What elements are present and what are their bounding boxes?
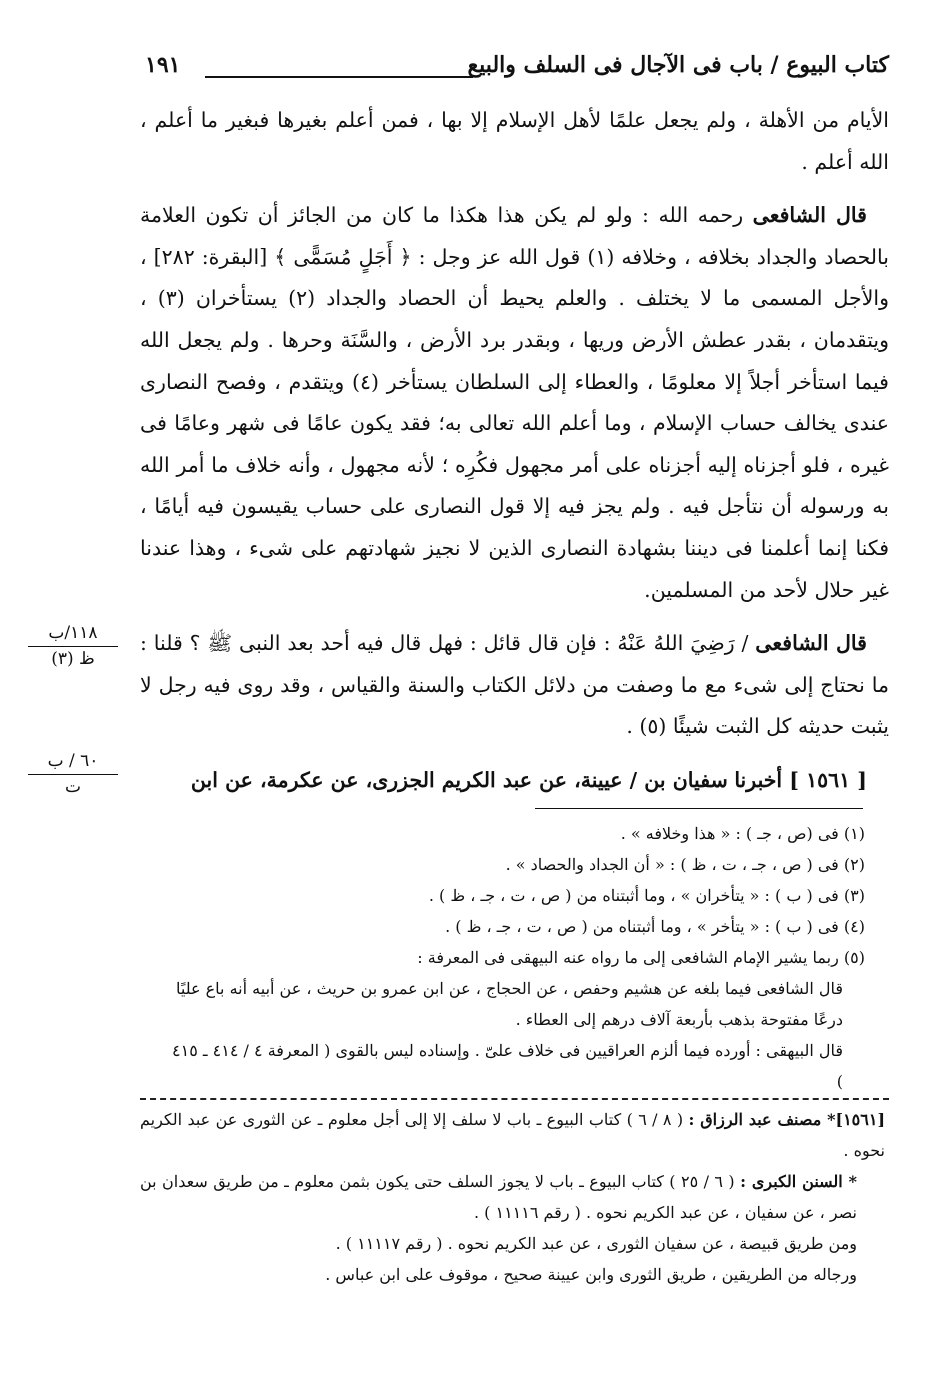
margin-note-manuscript-1 xyxy=(28,622,118,670)
footnote-2: (٢) فى ( ص ، جـ ، ت ، ظ ) : « أن الجداد والحصاد » . xyxy=(505,855,865,874)
header-rule xyxy=(205,76,473,78)
footnote-4: (٤) فى ( ب ) : « يتأخر » ، وما أثبتناه من ( ص ، ت ، جـ ، ظ ) . xyxy=(445,917,865,936)
footnote-5-bayhaqi: قال البيهقى : أورده فيما ألزم العراقيين فى خلاف علىّ . وإسناده ليس بالقوى ( المعرفة ٤ / ٤١٤ ـ ٤١٥ ) xyxy=(172,1041,843,1091)
footnote-5: (٥) ربما يشير الإمام الشافعى إلى ما رواه عنه البيهقى فى المعرفة : xyxy=(417,948,865,967)
paragraph-1: الأيام من الأهلة ، ولم يجعل علمًا لأهل الإسلام إلا بها ، فمن أعلم بغيرها فبغير ما أعلم ، الله أعلم . xyxy=(140,108,889,174)
paragraph-2 xyxy=(140,195,889,611)
source-2-text: ( ٦ / ٢٥ ) كتاب البيوع ـ باب لا يجوز السلف حتى يكون بثمن معلوم ـ من طريق سعدان بن نصر ، عن سفيان ، عن عبد الكريم نحوه . ( رقم ١١١١٦ ) . xyxy=(140,1172,857,1222)
margin-note-2-top: ٦٠ / ب xyxy=(28,750,118,775)
footnote-1: (١) فى (ص ، جـ ) : « هذا وخلافه » . xyxy=(620,824,865,843)
margin-note-1-bottom: ظ (٣) xyxy=(51,649,95,669)
margin-note-2-bottom: ت xyxy=(64,777,81,797)
paragraph-4-text: سفيان بن / عيينة، عن عبد الكريم الجزرى، عن عكرمة، عن ابن xyxy=(190,767,728,792)
source-4: ورجاله من الطريقين ، طريق الثورى وابن عيينة صحيح ، موقوف على ابن عباس . xyxy=(325,1265,857,1284)
source-1 xyxy=(140,1104,885,1166)
footnote-3: (٣) فى ( ب ) : « يتأخران » ، وما أثبتناه من ( ص ، ت ، جـ ، ظ ) . xyxy=(428,886,865,905)
source-1-text: ( ٨ / ٦ ) كتاب البيوع ـ باب لا سلف إلا إلى أجل معلوم ـ عن الثورى عن عبد الكريم نحوه . xyxy=(140,1110,885,1160)
speaker-shafii-2: قال الشافعى xyxy=(755,631,867,656)
page-number: ١٩١ xyxy=(145,52,181,78)
footnote-rule xyxy=(535,808,863,809)
sources-dashed-rule xyxy=(140,1098,889,1100)
main-text xyxy=(140,100,889,802)
footnote-5-quote: قال الشافعى فيما بلغه عن هشيم وحفص ، عن الحجاج ، عن ابن عمرو بن حريث ، عن أبيه أنه باع عليًا درعًا مفتوحة بذهب بأربعة آلاف درهم إلى العطاء . xyxy=(176,979,843,1029)
hadith-number: [ ١٥٦١ ] أخبرنا xyxy=(734,767,867,792)
source-1-title: [١٥٦١]* مصنف عبد الرزاق : xyxy=(688,1110,886,1129)
source-2-title: * السنن الكبرى : xyxy=(740,1172,858,1191)
footnotes xyxy=(170,818,865,1097)
paragraph-3-text: / رَضِيَ اللهُ عَنْهُ : فإن قال قائل : فهل قال فيه أحد بعد النبى ﷺ ؟ قلنا : ما نحتاج إلى شىء مع ما وصفت من دلائل الكتاب والسنة والقياس ، وقد روى فيه رجل لا يثبت حديثه كل الثبت شيئًا (٥) . xyxy=(140,631,889,739)
paragraph-4 xyxy=(140,760,889,802)
running-header-title: كتاب البيوع / باب فى الآجال فى السلف والبيع xyxy=(467,52,889,78)
source-2 xyxy=(140,1166,885,1228)
paragraph-2-text: رحمه الله : ولو لم يكن هذا هكذا ما كان من الجائز أن تكون العلامة بالحصاد والجداد بخلافه ، وخلافه (١) قول الله عز وجل : ﴿ أَجَلٍ مُسَمًّى ﴾ [البقرة: ٢٨٢] ، والأجل المسمى ما لا يختلف . والعلم يحيط أن الحصاد والجداد (٢) يستأخران (٣) ، ويتقدمان ، بقدر عطش الأرض وريها ، وبقدر برد الأرض ، والسَّنَة وحرها . ولم يجعل الله فيما استأخر أجلاً إلا معلومًا ، والعطاء إلى السلطان يستأخر (٤) ويتقدم ، وفصح النصارى عندى يخالف حساب الإسلام ، وما أعلم الله تعالى به؛ فقد يكون عامًا فى شهر وعامًا فى غيره ، فلو أجزناه إليه أجزناه على أمر مجهول فكُرِه ؛ لأنه مجهول ، وأنه خلاف ما أمر الله به ورسوله أن نتأجل فيه . ولم يجز فيه إلا قول النصارى على حساب يقيسون فيه أيامًا ، فكنا إنما أعلمنا فى ديننا بشهادة النصارى الذين لا نجيز شهادتهم على شىء ، وهذا عندنا غير حلال لأحد من المسلمين. xyxy=(140,203,889,602)
source-3: ومن طريق قبيصة ، عن سفيان الثورى ، عن عبد الكريم نحوه . ( رقم ١١١١٧ ) . xyxy=(335,1234,857,1253)
paragraph-3 xyxy=(140,623,889,748)
margin-note-1-top: ١١٨/ب xyxy=(28,622,118,647)
margin-note-manuscript-2 xyxy=(28,750,118,798)
source-references xyxy=(140,1104,885,1290)
speaker-shafii: قال الشافعى xyxy=(752,203,867,228)
